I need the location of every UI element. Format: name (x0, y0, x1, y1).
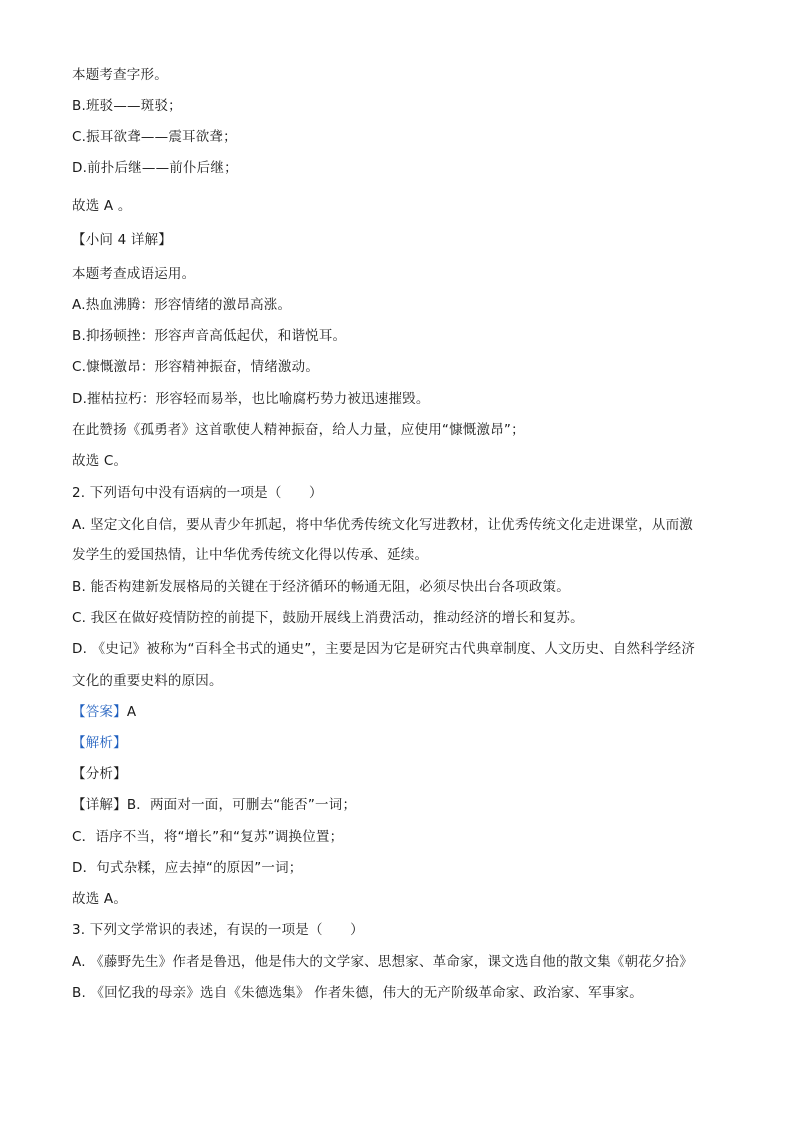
answer-line (72, 703, 732, 721)
text-line: 本题考查成语运用。 (72, 266, 196, 282)
text-line: C.慷慨激昂：形容精神振奋，情绪激动。 (72, 359, 320, 375)
option-b: B. 能否构建新发展格局的关键在于经济循环的畅通无阻，必须尽快出台各项政策。 (72, 579, 570, 595)
option-a-cont: 发学生的爱国热情，让中华优秀传统文化得以传承、延续。 (72, 547, 429, 563)
detail-text: B．两面对一面，可删去“能否”一词； (126, 797, 357, 813)
text-line: 本题考查字形。 (72, 67, 168, 83)
text-line: C．语序不当，将“增长”和“复苏”调换位置； (72, 829, 344, 845)
option-d: D. 《史记》被称为“百科全书式的通史”，主要是因为它是研究古代典章制度、人文历史、自然科学经济 (72, 641, 696, 657)
text-line: 故选 A 。 (72, 198, 132, 214)
option-d-cont: 文化的重要史料的原因。 (72, 673, 223, 689)
text-line: 在此赞扬《孤勇者》这首歌使人精神振奋，给人力量，应使用“慷慨激昂”； (72, 422, 525, 438)
text-line: B.班驳——斑驳； (72, 98, 182, 114)
question-3-stem: 3. 下列文学常识的表述，有误的一项是（ ） (72, 922, 364, 938)
text-line: 故选 C。 (72, 453, 128, 469)
text-line: D．句式杂糅，应去掉“的原因”一词； (72, 860, 303, 876)
option-b: B. 《回忆我的母亲》选自《朱德选集》 作者朱德，伟大的无产阶级革命家、政治家、军事家。 (72, 985, 643, 1001)
answer-label: 【答案】 (72, 704, 127, 720)
text-line: A.热血沸腾：形容情绪的激昂高涨。 (72, 297, 292, 313)
text-line: D.摧枯拉朽：形容轻而易举，也比喻腐朽势力被迅速摧毁。 (72, 391, 430, 407)
detail-line (72, 796, 732, 814)
answer-value: A (126, 704, 137, 720)
detail-label: 【详解】 (72, 797, 127, 813)
text-line: D.前扑后继——前仆后继； (72, 160, 238, 176)
text-line: B.抑扬顿挫：形容声音高低起伏，和谐悦耳。 (72, 328, 347, 344)
text-line: C.振耳欲聋——震耳欲聋； (72, 129, 237, 145)
question-2-stem: 2. 下列语句中没有语病的一项是（ ） (72, 485, 323, 501)
text-line: 故选 A。 (72, 891, 128, 907)
section-heading: 【小问 4 详解】 (72, 232, 172, 248)
option-a: A. 《藤野先生》作者是鲁迅，他是伟大的文学家、思想家、革命家，课文选自他的散文集《朝花夕拾》 (72, 954, 693, 970)
fenxi-label: 【分析】 (72, 766, 127, 782)
option-a: A. 坚定文化自信，要从青少年抓起，将中华优秀传统文化写进教材，让优秀传统文化走进课堂，从而激 (72, 517, 693, 533)
analysis-label: 【解析】 (72, 735, 127, 751)
option-c: C. 我区在做好疫情防控的前提下，鼓励开展线上消费活动，推动经济的增长和复苏。 (72, 610, 584, 626)
